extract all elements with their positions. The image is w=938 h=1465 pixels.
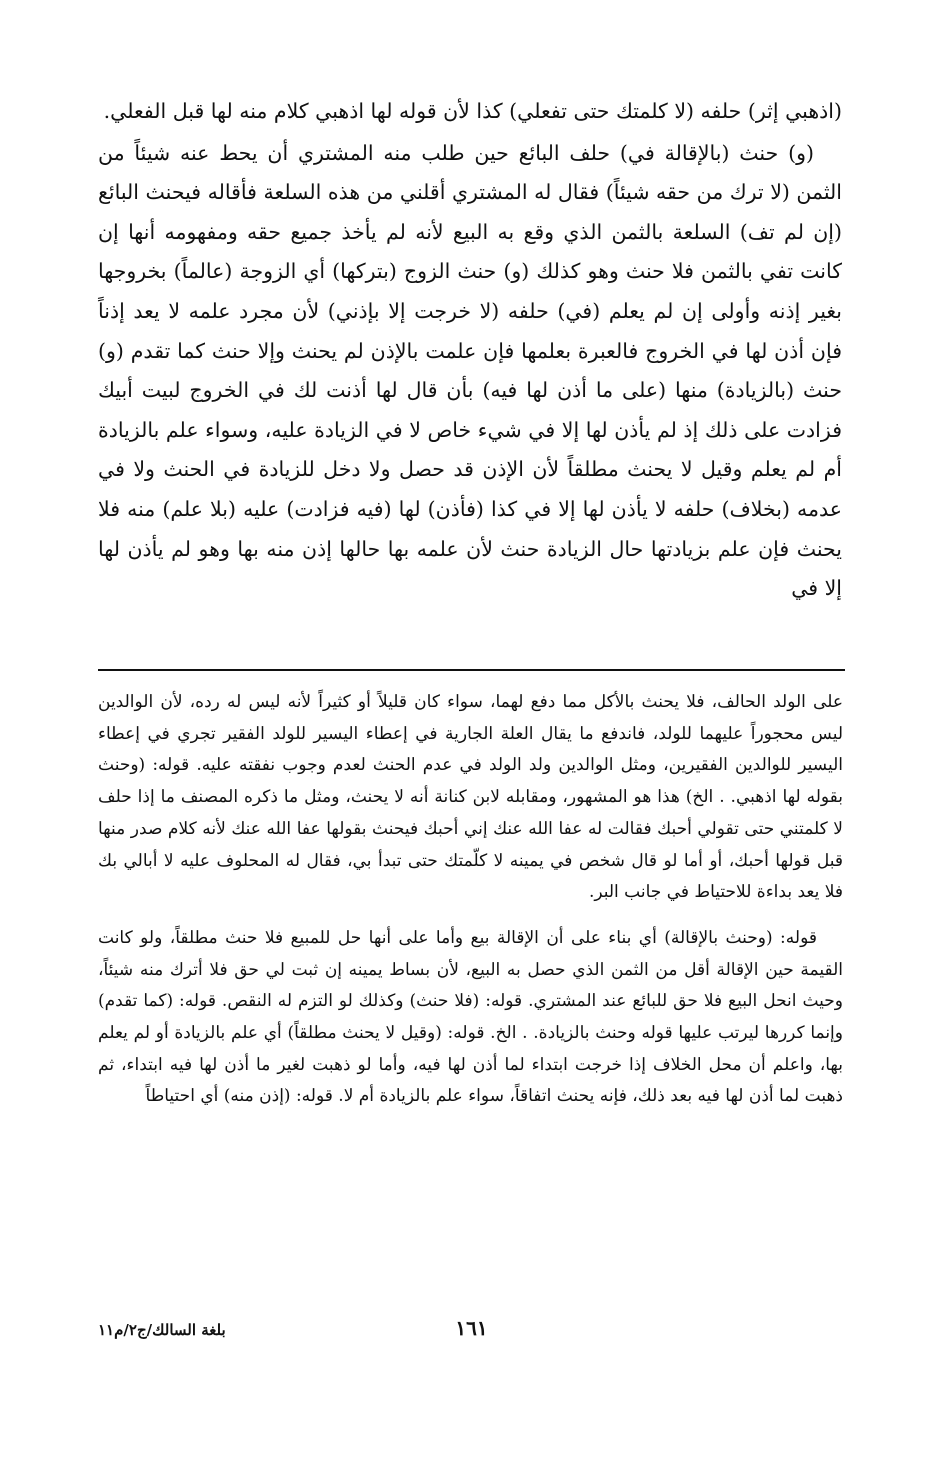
main-paragraph: (اذهبي إثر) حلفه (لا كلمتك حتى تفعلي) كذا لأن قوله لها اذهبي كلام منه لها قبل الفعلي. <box>103 99 842 123</box>
footnotes <box>98 687 843 1113</box>
footnote-paragraph: قوله: (وحنث بالإقالة) أي بناء على أن الإقالة بيع وأما على أنها حل للمبيع فلا حنث مطلقاً، ولو كانت القيمة حين الإقالة أقل من الثمن الذي حصل به البيع، لأن بساط يمينه إن ثبت لي حق فلا أترك منه شيئاً، وحيث انحل البيع فلا حق للبائع عند المشتري. قوله: (فلا حنث) وكذلك لو التزم له النقص. قوله: (كما تقدم) وإنما كررها ليرتب عليها قوله وحنث بالزيادة. . الخ. قوله: (وقيل لا يحنث مطلقاً) أي علم بالزيادة أو لم يعلم بها، واعلم أن محل الخلاف إذا خرجت ابتداء لما أذن لها فيه، وأما لو ذهبت لغير ما أذن لها فيه ابتداء، ثم ذهبت لما أذن لها فيه بعد ذلك، فإنه يحنث اتفاقاً، سواء علم بالزيادة أم لا. قوله: (إذن منه) أي احتياطاً <box>98 927 843 1107</box>
printer-signature: بلغة السالك/ج٢/م١١ <box>98 1321 226 1339</box>
footnote-separator <box>98 669 845 671</box>
page-footer <box>98 1316 845 1346</box>
main-paragraph: (و) حنث (بالإقالة في) حلف البائع حين طلب منه المشتري أن يحط عنه شيئاً من الثمن (لا ترك من حقه شيئاً) فقال له المشتري أقلني من هذه السلعة فأقاله فيحنث البائع (إن لم تف) السلعة بالثمن الذي وقع به البيع لأنه لم يأخذ جميع حقه ومفهومه أنها إن كانت تفي بالثمن فلا حنث وهو كذلك (و) حنث الزوج (بتركها) أي الزوجة (عالماً) بخروجها بغير إذنه وأولى إن لم يعلم (في) حلفه (لا خرجت إلا بإذني) لأن مجرد علمه لا يعد إذناً فإن أذن لها في الخروج فالعبرة بعلمها فإن علمت بالإذن لم يحنث وإلا حنث كما تقدم (و) حنث (بالزيادة) منها (على ما أذن لها فيه) بأن قال لها أذنت لك في الخروج لبيت أبيك فزادت على ذلك إذ لم يأذن لها إلا في شيء خاص لا في الزيادة عليه، وسواء علم بالزيادة أم لم يعلم وقيل لا يحنث مطلقاً لأن الإذن قد حصل ولا دخل للزيادة في الحنث ولا في عدمه (بخلاف) حلفه لا يأذن لها إلا في كذا (فأذن) لها (فيه فزادت) عليه (بلا علم) منه فلا يحنث فإن علم بزيادتها حال الزيادة حنث لأن علمه بها حالها إذن منه بها وهو لم يأذن لها إلا في <box>98 140 842 601</box>
footnote-paragraph: على الولد الحالف، فلا يحنث بالأكل مما دفع لهما، سواء كان قليلاً أو كثيراً لأنه ليس له رده، لأن الوالدين ليس محجوراً عليهما للولد، فاندفع ما يقال العلة الجارية في إعطاء اليسير للولد الفقير تجري في إعطاء اليسير للوالدين الفقيرين، ومثل الوالدين ولد الولد في عدم الحنث لعدم وجوب نفقته عليه. قوله: (وحنث بقوله لها اذهبي. . الخ) هذا هو المشهور، ومقابله لابن كنانة أنه لا يحنث، ومثل ما ذكره المصنف ما إذا حلف لا كلمتني حتى تقولي أحبك فقالت له عفا الله عنك إني أحبك فيحنث بقولها عفا الله عنك لأنه كلام صدر منها قبل قولها أحبك، أو أما لو قال شخص في يمينه لا كلّمتك حتى تبدأ بي، فقال له المحلوف عليه لا أبالي بك فلا يعد بداءة للاحتياط في جانب البر. <box>98 692 843 903</box>
page-number: ١٦١ <box>455 1316 488 1340</box>
main-text <box>98 92 842 609</box>
